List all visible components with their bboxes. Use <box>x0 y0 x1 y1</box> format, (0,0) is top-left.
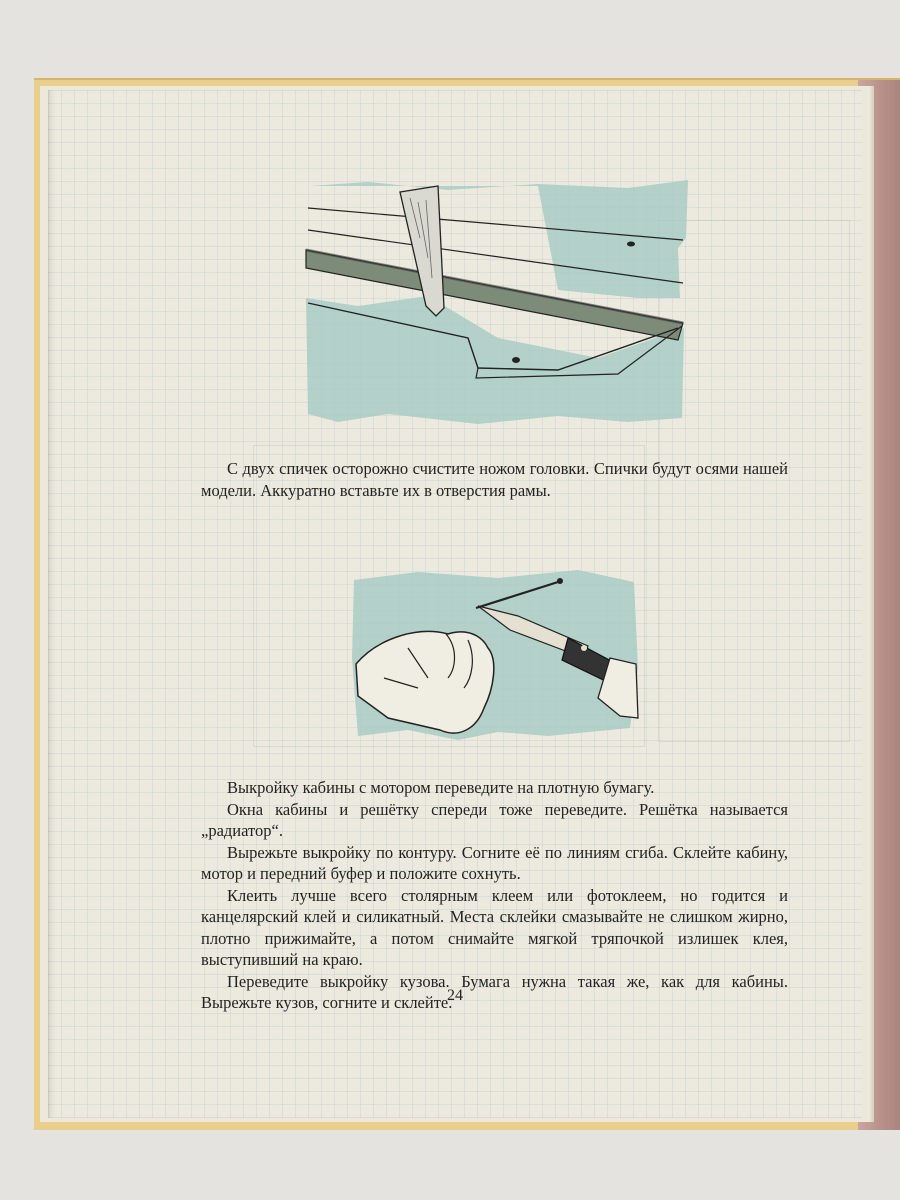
page-number: 24 <box>447 987 463 1004</box>
text-paragraph: Окна кабины и решётку спереди тоже переведите. Решётка называется „радиатор“. <box>201 799 788 840</box>
text-paragraph: Клеить лучше всего столярным клеем или фотоклеем, но годится и канцелярский клей и силикатный. Места склейки смазывайте не слишком жирно, плотно прижимайте, а потом снимайте мягкой тряпочкой излишек клея, выступивший на краю. <box>201 885 788 969</box>
illustration-hands-knife-match <box>348 568 648 748</box>
paragraph-group-bottom <box>201 777 788 1014</box>
text-paragraph: С двух спичек осторожно счистите ножом головки. Спички будут осями нашей модели. Аккуратно вставьте их в отверстия рамы. <box>201 459 788 500</box>
text-paragraph: Вырежьте выкройку по контуру. Согните её по линиям сгиба. Склейте кабину, мотор и передний буфер и положите сохнуть. <box>201 842 788 883</box>
text-paragraph: Переведите выкройку кузова. Бумага нужна такая же, как для кабины. Вырежьте кузов, согните и склейте. <box>201 971 788 1012</box>
text-paragraph: Выкройку кабины с мотором переведите на плотную бумагу. <box>227 778 655 797</box>
paragraph-top <box>201 458 788 501</box>
illustration-knife-ruler <box>298 178 698 428</box>
book-page <box>48 90 862 1118</box>
